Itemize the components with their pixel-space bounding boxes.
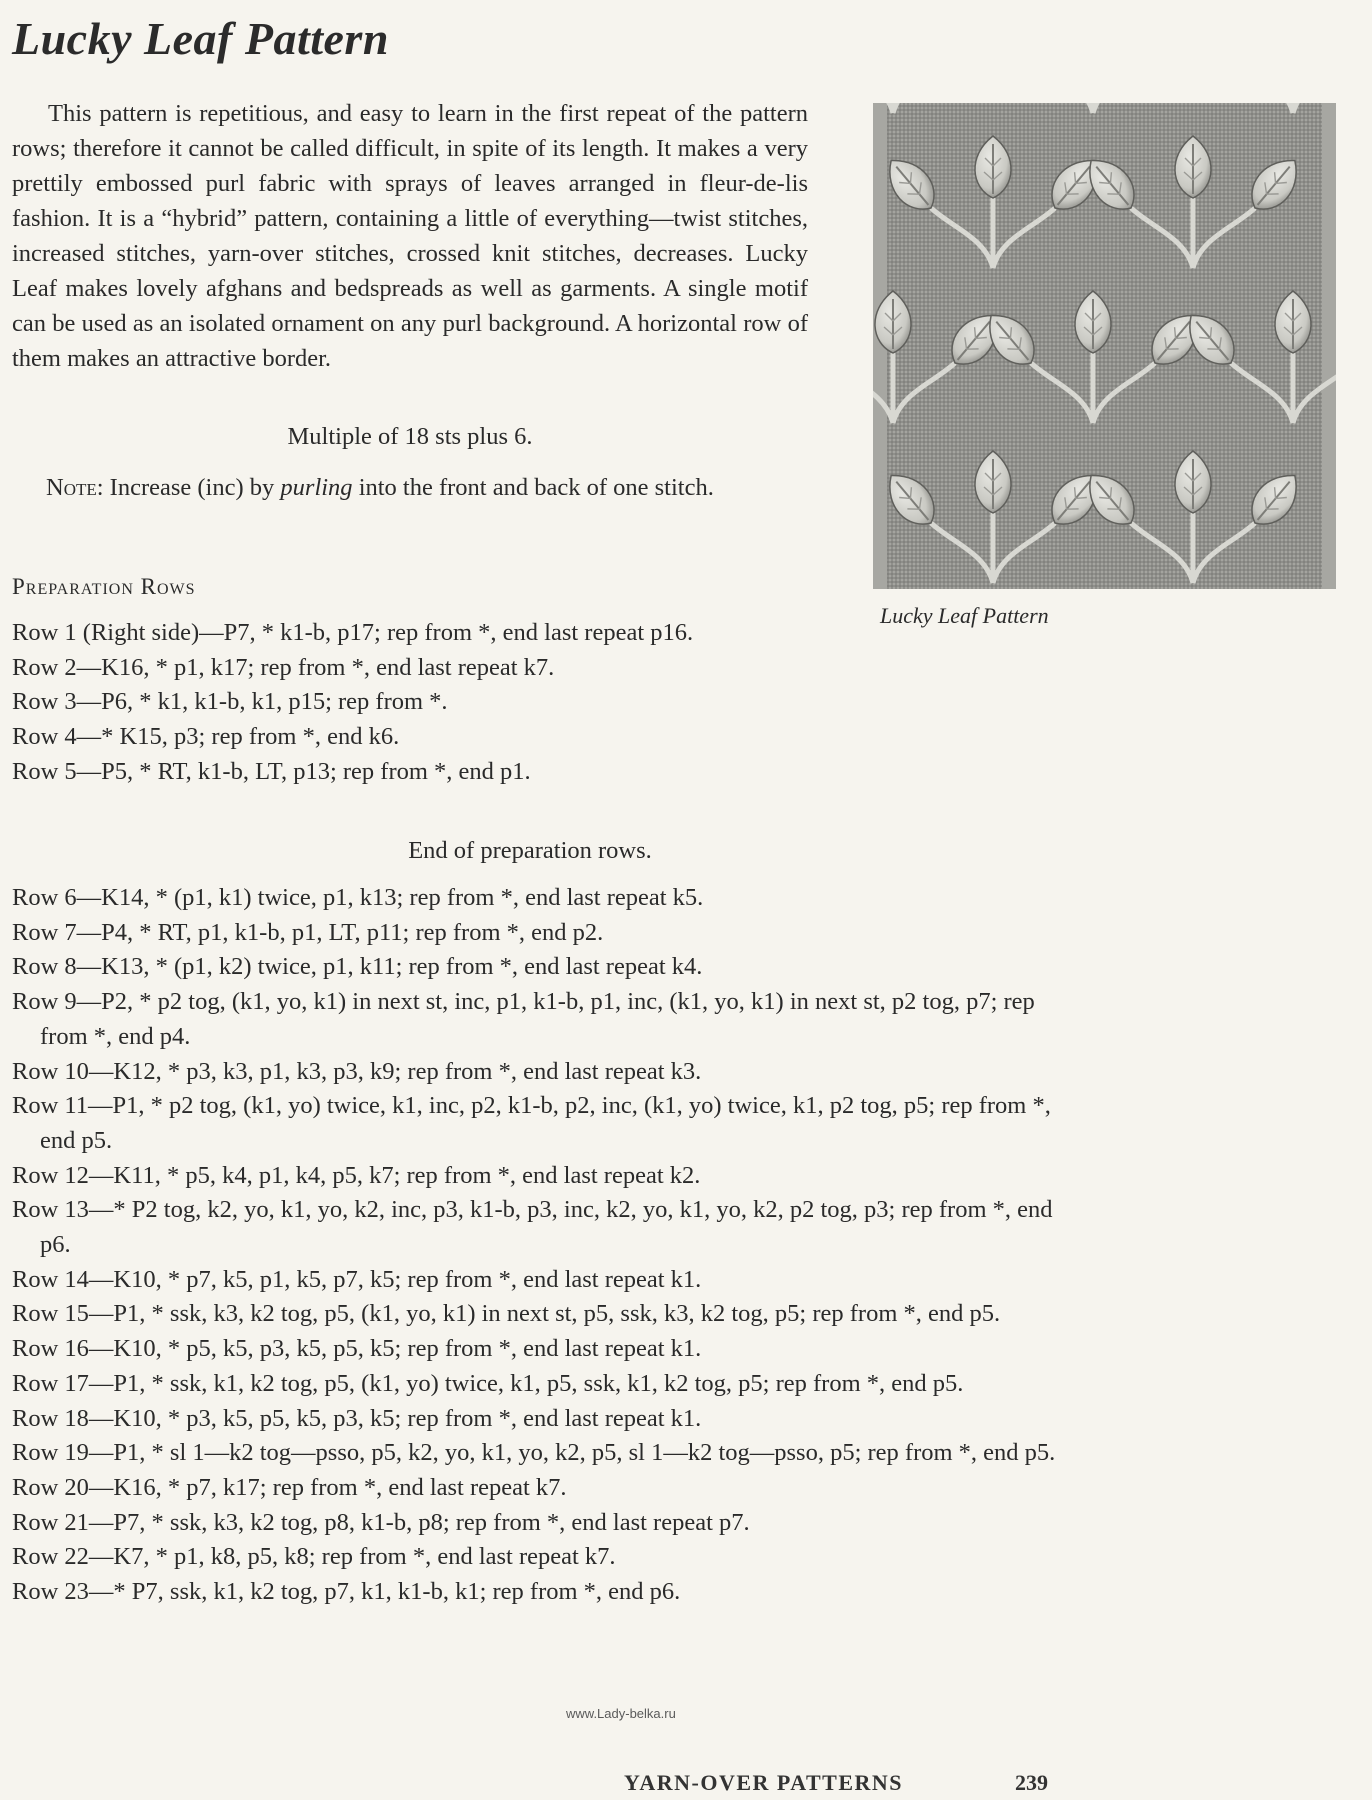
- note-emphasis: purling: [280, 474, 353, 501]
- instruction-row: Row 19—P1, * sl 1—k2 tog—psso, p5, k2, yo, k1, yo, k2, p5, sl 1—k2 tog—psso, p5; rep from *, end p5.: [12, 1439, 1056, 1467]
- running-footer: YARN-OVER PATTERNS: [624, 1770, 904, 1795]
- instruction-row: Row 14—K10, * p7, k5, p1, k5, p7, k5; rep from *, end last repeat k1.: [12, 1265, 702, 1293]
- note-text-before: Increase (inc) by: [103, 474, 281, 501]
- stitch-multiple: Multiple of 18 sts plus 6.: [287, 423, 533, 450]
- instruction-row: Row 7—P4, * RT, p1, k1-b, p1, LT, p11; rep from *, end p2.: [12, 918, 604, 946]
- note-text-after: into the front and back of one stitch.: [352, 474, 714, 501]
- instruction-row: Row 9—P2, * p2 tog, (k1, yo, k1) in next st, inc, p1, k1-b, p1, inc, (k1, yo, k1) in next st, p2 tog, p7; rep from *, end p4.: [12, 988, 1035, 1050]
- intro-paragraph: This pattern is repetitious, and easy to learn in the first repeat of the pattern rows; therefore it cannot be called difficult, in spite of its length. It makes a very prettily embossed purl fabric with sprays of leaves arranged in fleur-de-lis fashion. It is a “hybrid” pattern, containing a little of everything—twist stitches, increased stitches, yarn-over stitches, crossed knit stitches, decreases. Lucky Leaf makes lovely afghans and bedspreads as well as garments. A single motif can be used as an isolated ornament on any purl background. A horizontal row of them makes an attractive border.: [12, 100, 808, 372]
- page-title: Lucky Leaf Pattern: [12, 13, 389, 64]
- instruction-row: Row 23—* P7, ssk, k1, k2 tog, p7, k1, k1-b, k1; rep from *, end p6.: [12, 1578, 681, 1606]
- instruction-row: Row 8—K13, * (p1, k2) twice, p1, k11; rep from *, end last repeat k4.: [12, 953, 703, 981]
- instruction-row: Row 20—K16, * p7, k17; rep from *, end last repeat k7.: [12, 1473, 567, 1501]
- instruction-row: Row 21—P7, * ssk, k3, k2 tog, p8, k1-b, p8; rep from *, end last repeat p7.: [12, 1508, 750, 1536]
- note-label: Note:: [46, 474, 104, 501]
- page-number: 239: [1015, 1770, 1048, 1795]
- instruction-row: Row 17—P1, * ssk, k1, k2 tog, p5, (k1, yo) twice, k1, p5, ssk, k1, k2 tog, p5; rep from *, end p5.: [12, 1369, 964, 1397]
- leaf-swatch-illustration: [873, 103, 1336, 589]
- instruction-row: Row 10—K12, * p3, k3, p1, k3, p3, k9; rep from *, end last repeat k3.: [12, 1057, 702, 1085]
- instruction-row: Row 2—K16, * p1, k17; rep from *, end last repeat k7.: [12, 653, 555, 681]
- knitted-swatch-photo: [873, 103, 1336, 589]
- instruction-row: Row 6—K14, * (p1, k1) twice, p1, k13; rep from *, end last repeat k5.: [12, 884, 704, 911]
- instruction-row: Row 11—P1, * p2 tog, (k1, yo) twice, k1, inc, p2, k1-b, p2, inc, (k1, yo) twice, k1, p2 tog, p5; rep from *, end p5.: [12, 1092, 1051, 1154]
- instruction-row: Row 3—P6, * k1, k1-b, k1, p15; rep from *.: [12, 688, 448, 716]
- pattern-rows-list: [12, 881, 1060, 1610]
- instruction-row: Row 13—* P2 tog, k2, yo, k1, yo, k2, inc, p3, k1-b, p3, inc, k2, yo, k1, yo, k2, p2 tog, p3; rep from *, end p6.: [12, 1196, 1053, 1259]
- instruction-row: Row 5—P5, * RT, k1-b, LT, p13; rep from *, end p1.: [12, 757, 531, 785]
- preparation-heading: Preparation Rows: [12, 574, 196, 599]
- note-paragraph: [12, 471, 808, 504]
- instruction-row: Row 15—P1, * ssk, k3, k2 tog, p5, (k1, yo, k1) in next st, p5, ssk, k3, k2 tog, p5; rep from *, end p5.: [12, 1300, 1001, 1328]
- instruction-row: Row 4—* K15, p3; rep from *, end k6.: [12, 723, 400, 751]
- instruction-row: Row 1 (Right side)—P7, * k1-b, p17; rep from *, end last repeat p16.: [12, 619, 694, 646]
- instruction-row: Row 22—K7, * p1, k8, p5, k8; rep from *, end last repeat k7.: [12, 1543, 616, 1571]
- instruction-row: Row 16—K10, * p5, k5, p3, k5, p5, k5; rep from *, end last repeat k1.: [12, 1335, 702, 1363]
- figure-caption: Lucky Leaf Pattern: [880, 603, 1049, 628]
- instruction-row: Row 12—K11, * p5, k4, p1, k4, p5, k7; rep from *, end last repeat k2.: [12, 1161, 701, 1189]
- end-of-preparation: End of preparation rows.: [408, 837, 652, 864]
- preparation-rows-list: [12, 616, 808, 790]
- instruction-row: Row 18—K10, * p3, k5, p5, k5, p3, k5; rep from *, end last repeat k1.: [12, 1404, 702, 1432]
- watermark-text: www.Lady-belka.ru: [566, 1706, 676, 1721]
